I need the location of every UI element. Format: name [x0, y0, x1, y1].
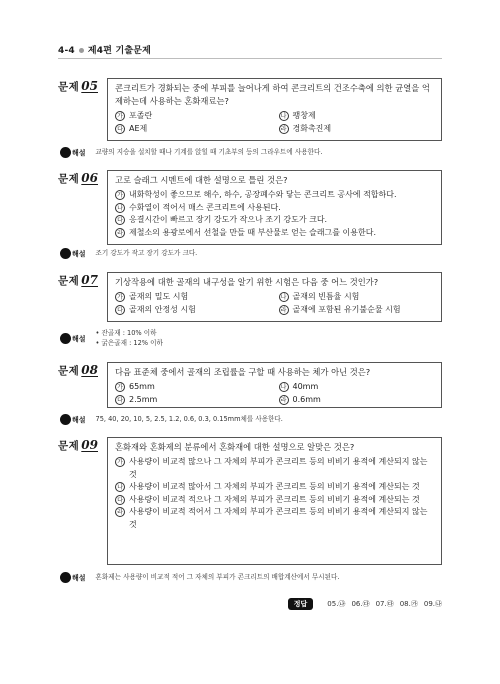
option-text: 골재에 포함된 유기불순물 시험: [292, 304, 401, 314]
question-box: [107, 272, 442, 322]
question-label: [58, 272, 98, 288]
solution-label: 해설: [72, 148, 86, 157]
solution-badge: [60, 248, 86, 259]
solution-line: 교량의 지승을 설치할 때나 기계를 앉힐 때 기초부의 등의 그라우트에 사용한다.: [95, 148, 323, 156]
question-text: 기상작용에 대한 골재의 내구성을 알기 위한 시험은 다음 중 어느 것인가?: [115, 277, 379, 287]
question-label: [58, 170, 98, 186]
options-grid: [115, 110, 434, 135]
solution-badge: [60, 414, 86, 425]
question-07: [58, 272, 442, 322]
header-divider: [58, 58, 442, 59]
question-label: [58, 437, 98, 453]
option-a[interactable]: [115, 189, 434, 202]
option-a[interactable]: [115, 456, 434, 481]
solution-text: [96, 147, 323, 157]
option-marker: 다: [115, 215, 125, 225]
question-label: [58, 78, 98, 94]
option-c[interactable]: [115, 394, 271, 407]
options-grid: [115, 381, 434, 406]
answer-item: 05.㉯: [327, 600, 346, 608]
option-text: 응결시간이 빠르고 장기 강도가 작으나 조기 강도가 크다.: [129, 215, 328, 224]
option-c[interactable]: [115, 123, 271, 136]
option-marker: 다: [115, 395, 125, 405]
solution-text: [96, 414, 283, 424]
option-text: 골재의 안정성 시험: [129, 304, 196, 314]
solution-line: 조기 강도가 작고 장기 강도가 크다.: [95, 249, 198, 257]
question-number: 07: [81, 273, 98, 287]
question-badge: 문제: [58, 172, 80, 185]
option-c[interactable]: [115, 494, 434, 507]
question-box: [107, 170, 442, 245]
option-marker: 가: [115, 292, 125, 302]
solution-badge: [60, 333, 86, 344]
question-06: [58, 170, 442, 246]
option-d[interactable]: [115, 506, 434, 531]
option-marker: 나: [279, 111, 289, 121]
option-marker: 라: [115, 228, 125, 238]
answer-label: 정답: [288, 598, 314, 610]
option-text: AE제: [129, 123, 148, 133]
solution-circle-icon: [60, 333, 71, 344]
page-header: [58, 43, 151, 56]
option-c[interactable]: [115, 304, 271, 317]
option-a[interactable]: [115, 291, 271, 304]
option-marker: 라: [115, 507, 125, 517]
question-number: 08: [81, 363, 98, 377]
option-text: 사용량이 비교적 많아서 그 자체의 부피가 콘크리트 등의 비비기 용적에 계산되는 것: [129, 482, 420, 491]
options-grid: [115, 291, 434, 316]
option-marker: 나: [115, 203, 125, 213]
solution-06: [60, 248, 197, 259]
solution-text: [96, 572, 340, 582]
solution-badge: [60, 147, 86, 158]
option-text: 사용량이 비교적 적어서 그 자체의 부피가 콘크리트 등의 비비기 용적에 계산되지 않는 것: [129, 507, 428, 529]
option-text: 2.5mm: [129, 394, 158, 404]
option-marker: 라: [279, 124, 289, 134]
question-text: 콘크리트가 경화되는 중에 부피를 늘어나게 하여 콘크리트의 건조수축에 의한 균열을 억제하는데 사용하는 혼화재료는?: [115, 83, 430, 106]
option-text: 40mm: [292, 382, 319, 391]
answer-item: 08.㉮: [399, 600, 418, 608]
option-text: 골재의 밀도 시험: [129, 292, 189, 301]
question-badge: 문제: [58, 364, 80, 377]
option-a[interactable]: [115, 381, 271, 394]
option-text: 사용량이 비교적 적으나 그 자체의 부피가 콘크리트 등의 비비기 용적에 계산되는 것: [129, 494, 420, 504]
option-text: 포졸란: [129, 111, 153, 120]
solution-circle-icon: [60, 572, 71, 583]
question-badge: 문제: [58, 439, 80, 452]
option-c[interactable]: [115, 214, 434, 227]
answer-item: 06.㉰: [351, 600, 370, 608]
solution-09: [60, 572, 339, 583]
option-marker: 라: [279, 305, 289, 315]
option-text: 사용량이 비교적 많으나 그 자체의 부피가 콘크리트 등의 비비기 용적에 계산되지 않는 것: [129, 457, 428, 479]
question-badge: 문제: [58, 274, 80, 287]
option-marker: 가: [115, 457, 125, 467]
solution-text: [96, 248, 198, 258]
question-text: 혼화재와 혼화제의 분류에서 혼화재에 대한 설명으로 알맞은 것은?: [115, 442, 355, 452]
solution-07: [60, 328, 163, 348]
option-marker: 다: [115, 495, 125, 505]
question-number: 06: [81, 171, 98, 185]
solution-badge: [60, 572, 86, 583]
solution-circle-icon: [60, 147, 71, 158]
solution-08: [60, 414, 283, 425]
solution-05: [60, 147, 322, 158]
solution-text: [96, 328, 163, 348]
option-text: 내화학성이 좋으므로 해수, 하수, 공장폐수와 닿는 콘크리트 공사에 적합하다.: [129, 190, 397, 199]
option-b[interactable]: [115, 202, 434, 215]
question-box: [107, 362, 442, 408]
answer-key: [288, 598, 442, 610]
solution-label: 해설: [72, 415, 86, 424]
option-d[interactable]: [279, 123, 435, 136]
question-box: [107, 437, 442, 565]
option-b[interactable]: [279, 291, 435, 304]
question-number: 09: [81, 438, 98, 452]
options-list: [115, 456, 434, 531]
option-d[interactable]: [279, 394, 435, 407]
answer-item: 07.㉰: [375, 600, 394, 608]
option-marker: 가: [115, 382, 125, 392]
solution-line: • 굵은골재 : 12% 이하: [95, 339, 163, 347]
solution-line: 혼화제는 사용량이 비교적 적어 그 자체의 부피가 콘크리트의 배합계산에서 무시된다.: [95, 573, 340, 581]
option-marker: 다: [115, 124, 125, 134]
answer-item: 09.㉯: [423, 600, 442, 608]
option-marker: 라: [279, 395, 289, 405]
option-marker: 나: [279, 382, 289, 392]
option-d[interactable]: [279, 304, 435, 317]
question-text: 다음 표준체 중에서 골재의 조립률을 구할 때 사용하는 체가 아닌 것은?: [115, 367, 371, 377]
chapter-title: 제4편 기출문제: [87, 46, 152, 56]
question-09: [58, 437, 442, 565]
question-badge: 문제: [58, 80, 80, 93]
option-b[interactable]: [279, 110, 435, 123]
option-marker: 다: [115, 305, 125, 315]
option-text: 수화열이 적어서 매스 콘크리트에 사용된다.: [129, 202, 281, 212]
solution-label: 해설: [72, 249, 86, 258]
option-text: 팽창제: [292, 111, 316, 120]
question-number: 05: [81, 79, 98, 93]
option-text: 0.6mm: [292, 394, 321, 404]
option-text: 65mm: [129, 382, 155, 391]
option-text: 경화촉진제: [292, 123, 332, 133]
option-b[interactable]: [279, 381, 435, 394]
option-marker: 가: [115, 111, 125, 121]
question-08: [58, 362, 442, 408]
solution-circle-icon: [60, 414, 71, 425]
option-b[interactable]: [115, 481, 434, 494]
question-label: [58, 362, 98, 378]
option-marker: 가: [115, 190, 125, 200]
bullet-dot-icon: [79, 48, 84, 53]
solution-line: 75, 40, 20, 10, 5, 2.5, 1.2, 0.6, 0.3, 0.15mm체를 사용한다.: [95, 415, 283, 423]
solution-line: • 잔골재 : 10% 이하: [95, 329, 157, 337]
page-number: 4-4: [58, 46, 75, 56]
solution-label: 해설: [72, 334, 86, 343]
question-05: [58, 78, 442, 148]
question-box: [107, 78, 442, 141]
options-list: [115, 189, 434, 239]
option-text: 골재의 빈틈율 시험: [292, 292, 360, 301]
solution-circle-icon: [60, 248, 71, 259]
question-text: 고로 슬래그 시멘트에 대한 설명으로 틀린 것은?: [115, 175, 288, 185]
option-text: 제철소의 용광로에서 선철을 만들 때 부산물로 얻는 슬래그를 이용한다.: [129, 227, 376, 237]
option-a[interactable]: [115, 110, 271, 123]
option-d[interactable]: [115, 227, 434, 240]
option-marker: 나: [279, 292, 289, 302]
solution-label: 해설: [72, 573, 86, 582]
option-marker: 나: [115, 482, 125, 492]
